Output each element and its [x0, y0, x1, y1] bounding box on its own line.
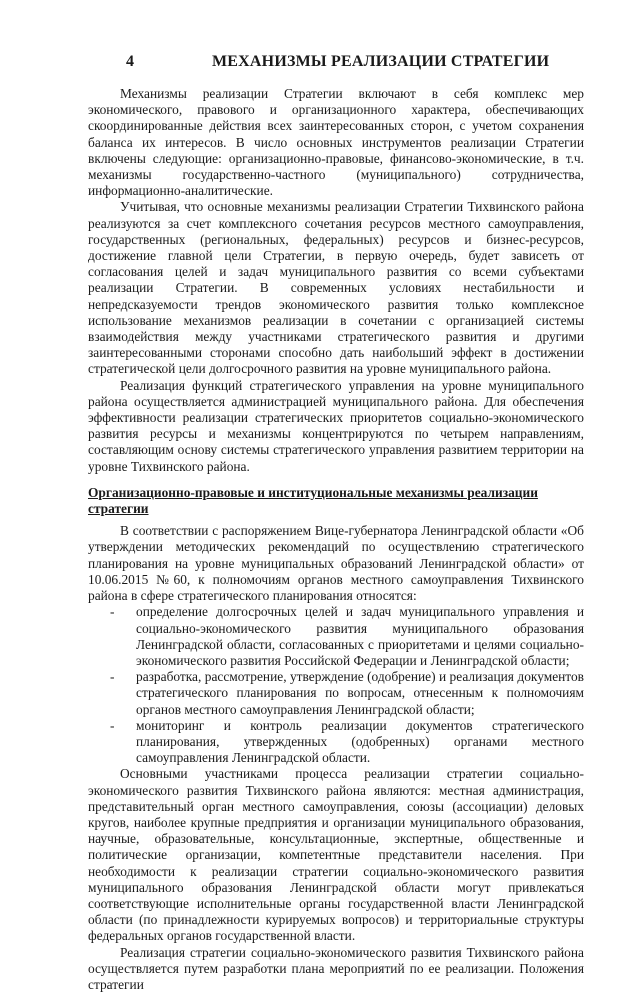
- paragraph-implementation-plan: Реализация стратегии социально-экономического развития Тихвинского района осуществляется путем разработки плана мероприятий по ее реализации. Положения стратегии: [88, 944, 584, 992]
- list-item: [110, 717, 584, 767]
- paragraph-mechanisms-overview: Механизмы реализации Стратегии включают в себя комплекс мер экономического, правового и организационного характера, обеспечивающих скоординированные действия всех заинтересованных сторон, с учетом сохранения баланса их интересов. В число основных инструментов реализации Стратегии включены следующие: организационно-правовые, финансово-экономические, в т.ч. механизмы государственно-частного (муниципального) сотрудничества, информационно-аналитические.: [88, 86, 584, 199]
- paragraph-decree: В соответствии с распоряжением Вице-губернатора Ленинградской области «Об утверждении методических рекомендаций по осуществлению стратегического планирования на уровне муниципальных образований Ленинградской области» от 10.06.2015 №60, к полномочиям органов местного самоуправления Тихвинского района в сфере стратегического планирования относятся:: [88, 523, 584, 604]
- list-item: [110, 669, 584, 718]
- paragraph-participants: Основными участниками процесса реализации стратегии социально-экономического развития Тихвинского района являются: местная администрация, представительный орган местного самоуправления, союзы (ассоциации) деловых кругов, наиболее крупные предприятия и организации муниципального образования, научные, образовательные, консультационные, экспертные, общественные и политические организации, компетентные представители населения. При необходимости к реализации стратегии социально-экономического развития муниципального образования Ленинградской области могут привлекаться соответствующие исполнительные органы государственной власти Ленинградской области (по принадлежности курируемых вопросов) и территориальные структуры федеральных органов государственной власти.: [88, 766, 584, 944]
- section-title: МЕХАНИЗМЫ РЕАЛИЗАЦИИ СТРАТЕГИИ: [212, 53, 550, 70]
- bullet-dash: -: [110, 669, 115, 685]
- bullet-dash: -: [110, 604, 115, 620]
- list-item-text: определение долгосрочных целей и задач муниципального управления и социально-экономического развития муниципального образования Ленинградской области, согласованных с приоритетами и целями социально-экономического развития Российской Федерации и Ленинградской области;: [136, 604, 584, 668]
- subsection-heading: Организационно-правовые и институциональные механизмы реализации стратегии: [88, 484, 538, 517]
- paragraph-strategic-management: Реализация функций стратегического управления на уровне муниципального района осуществляется администрацией муниципального района. Для обеспечения эффективности реализации стратегических приоритетов социально-экономического развития ресурсы и механизмы концентрируются по четырем направлениям, составляющим основу системы стратегического управления развитием территории на уровне Тихвинского района.: [88, 377, 584, 474]
- authority-list: [88, 604, 584, 766]
- list-item-text: мониторинг и контроль реализации документов стратегического планирования, утвержденных (одобренных) органами местного самоуправления Ленинградской области.: [136, 717, 584, 766]
- paragraph-resources-combination: Учитывая, что основные механизмы реализации Стратегии Тихвинского района реализуются за счет комплексного сочетания ресурсов местного самоуправления, государственных (региональных, федеральных) ресурсов и бизнес-ресурсов, достижение главной цели Стратегии, в первую очередь, будет зависеть от согласования целей и задач муниципального развития со всеми субъектами реализации Стратегии. В современных условиях нестабильности и непредсказуемости трендов экономического развития только комплексное использование механизмов реализации в сочетании с организацией системы взаимодействия между участниками стратегического развития и другими заинтересованными сторонами способно дать наибольший эффект в достижении стратегической цели долгосрочного развития на уровне муниципального района.: [88, 199, 584, 377]
- section-heading: [88, 52, 584, 72]
- list-item-text: разработка, рассмотрение, утверждение (одобрение) и реализация документов стратегического планирования по вопросам, отнесенным к полномочиям органов местного самоуправления Ленинградской области;: [136, 669, 584, 717]
- section-number: 4: [126, 53, 134, 70]
- bullet-dash: -: [110, 717, 115, 733]
- list-item: [110, 604, 584, 669]
